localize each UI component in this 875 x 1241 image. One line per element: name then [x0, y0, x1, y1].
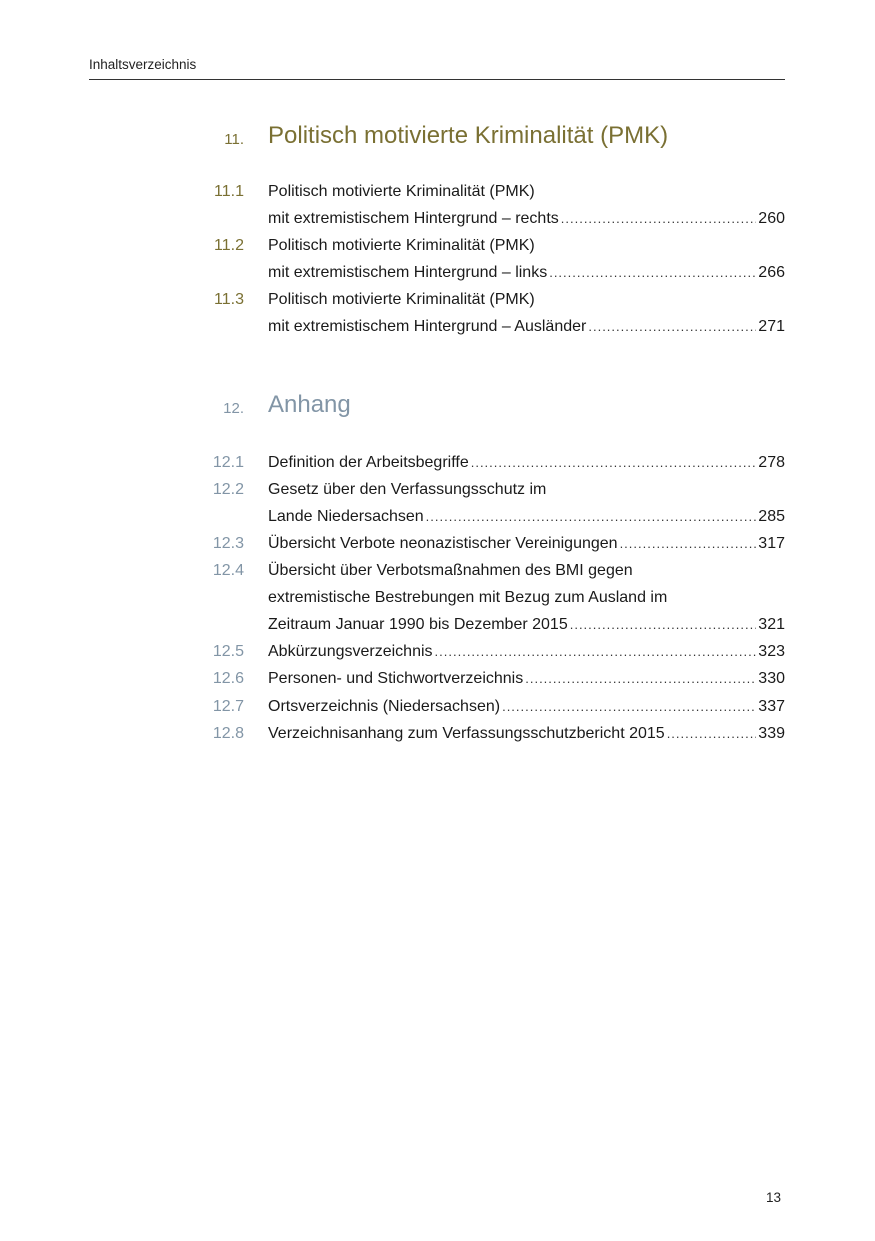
entry-title-line: Definition der Arbeitsbegriffe: [268, 454, 469, 471]
running-head: Inhaltsverzeichnis: [89, 57, 197, 72]
entry-number: 11.2: [214, 237, 244, 254]
entry-title-line: mit extremistischem Hintergrund – links: [268, 264, 548, 281]
dot-leader: [620, 530, 757, 557]
entry-title-line: mit extremistischem Hintergrund – Ausländer: [268, 318, 587, 335]
entry-title-line: Personen- und Stichwortverzeichnis: [268, 670, 524, 687]
entry-title-line: Lande Niedersachsen: [268, 508, 424, 525]
entry-page-number: 285: [758, 508, 785, 525]
dot-leader: [471, 449, 757, 476]
chapter-number: 11.: [224, 131, 244, 148]
entry-number: 12.2: [212, 481, 244, 498]
entry-page-number: 266: [758, 264, 785, 281]
entry-title-line: Zeitraum Januar 1990 bis Dezember 2015: [268, 616, 568, 633]
entry-number: 12.3: [212, 535, 244, 552]
dot-leader: [561, 205, 757, 232]
chapter-number: 12.: [223, 400, 244, 417]
header-divider: [89, 79, 785, 80]
entry-page-number: 337: [758, 698, 785, 715]
entry-number: 12.4: [212, 562, 244, 579]
dot-leader: [502, 693, 756, 720]
dot-leader: [549, 259, 756, 286]
entry-title-line: Gesetz über den Verfassungsschutz im: [268, 481, 547, 498]
entry-page-number: 321: [758, 616, 785, 633]
entry-number: 12.1: [212, 454, 244, 471]
entry-page-number: 323: [758, 643, 785, 660]
entry-title-line: Ortsverzeichnis (Niedersachsen): [268, 698, 501, 715]
dot-leader: [525, 665, 756, 692]
entry-title-line: extremistische Bestrebungen mit Bezug zum Ausland im: [268, 589, 668, 606]
entry-page-number: 278: [758, 454, 785, 471]
entry-title-line: Abkürzungsverzeichnis: [268, 643, 433, 660]
entry-title-line: Verzeichnisanhang zum Verfassungsschutzbericht 2015: [268, 725, 665, 742]
entry-page-number: 330: [758, 670, 785, 687]
dot-leader: [570, 611, 757, 638]
entry-title-line: mit extremistischem Hintergrund – rechts: [268, 210, 559, 227]
entry-title-line: Politisch motivierte Kriminalität (PMK): [268, 237, 535, 254]
entry-page-number: 271: [758, 318, 785, 335]
chapter-title: Politisch motivierte Kriminalität (PMK): [268, 122, 669, 149]
entry-number: 11.3: [214, 291, 244, 308]
entry-number: 11.1: [214, 183, 244, 200]
entry-page-number: 317: [758, 535, 785, 552]
dot-leader: [426, 503, 757, 530]
entry-title-line: Politisch motivierte Kriminalität (PMK): [268, 291, 535, 308]
dot-leader: [588, 313, 756, 340]
dot-leader: [435, 638, 757, 665]
entry-title-line: Übersicht Verbote neonazistischer Vereinigungen: [268, 535, 618, 552]
entry-page-number: 339: [758, 725, 785, 742]
entry-title-line: Übersicht über Verbotsmaßnahmen des BMI gegen: [268, 562, 633, 579]
chapter-title: Anhang: [268, 391, 351, 418]
entry-title-line: Politisch motivierte Kriminalität (PMK): [268, 183, 535, 200]
page-number: 13: [766, 1190, 782, 1205]
entry-number: 12.8: [212, 725, 244, 742]
dot-leader: [667, 720, 757, 747]
entry-number: 12.6: [212, 670, 244, 687]
entry-number: 12.7: [212, 698, 244, 715]
entry-page-number: 260: [758, 210, 785, 227]
entry-number: 12.5: [212, 643, 244, 660]
